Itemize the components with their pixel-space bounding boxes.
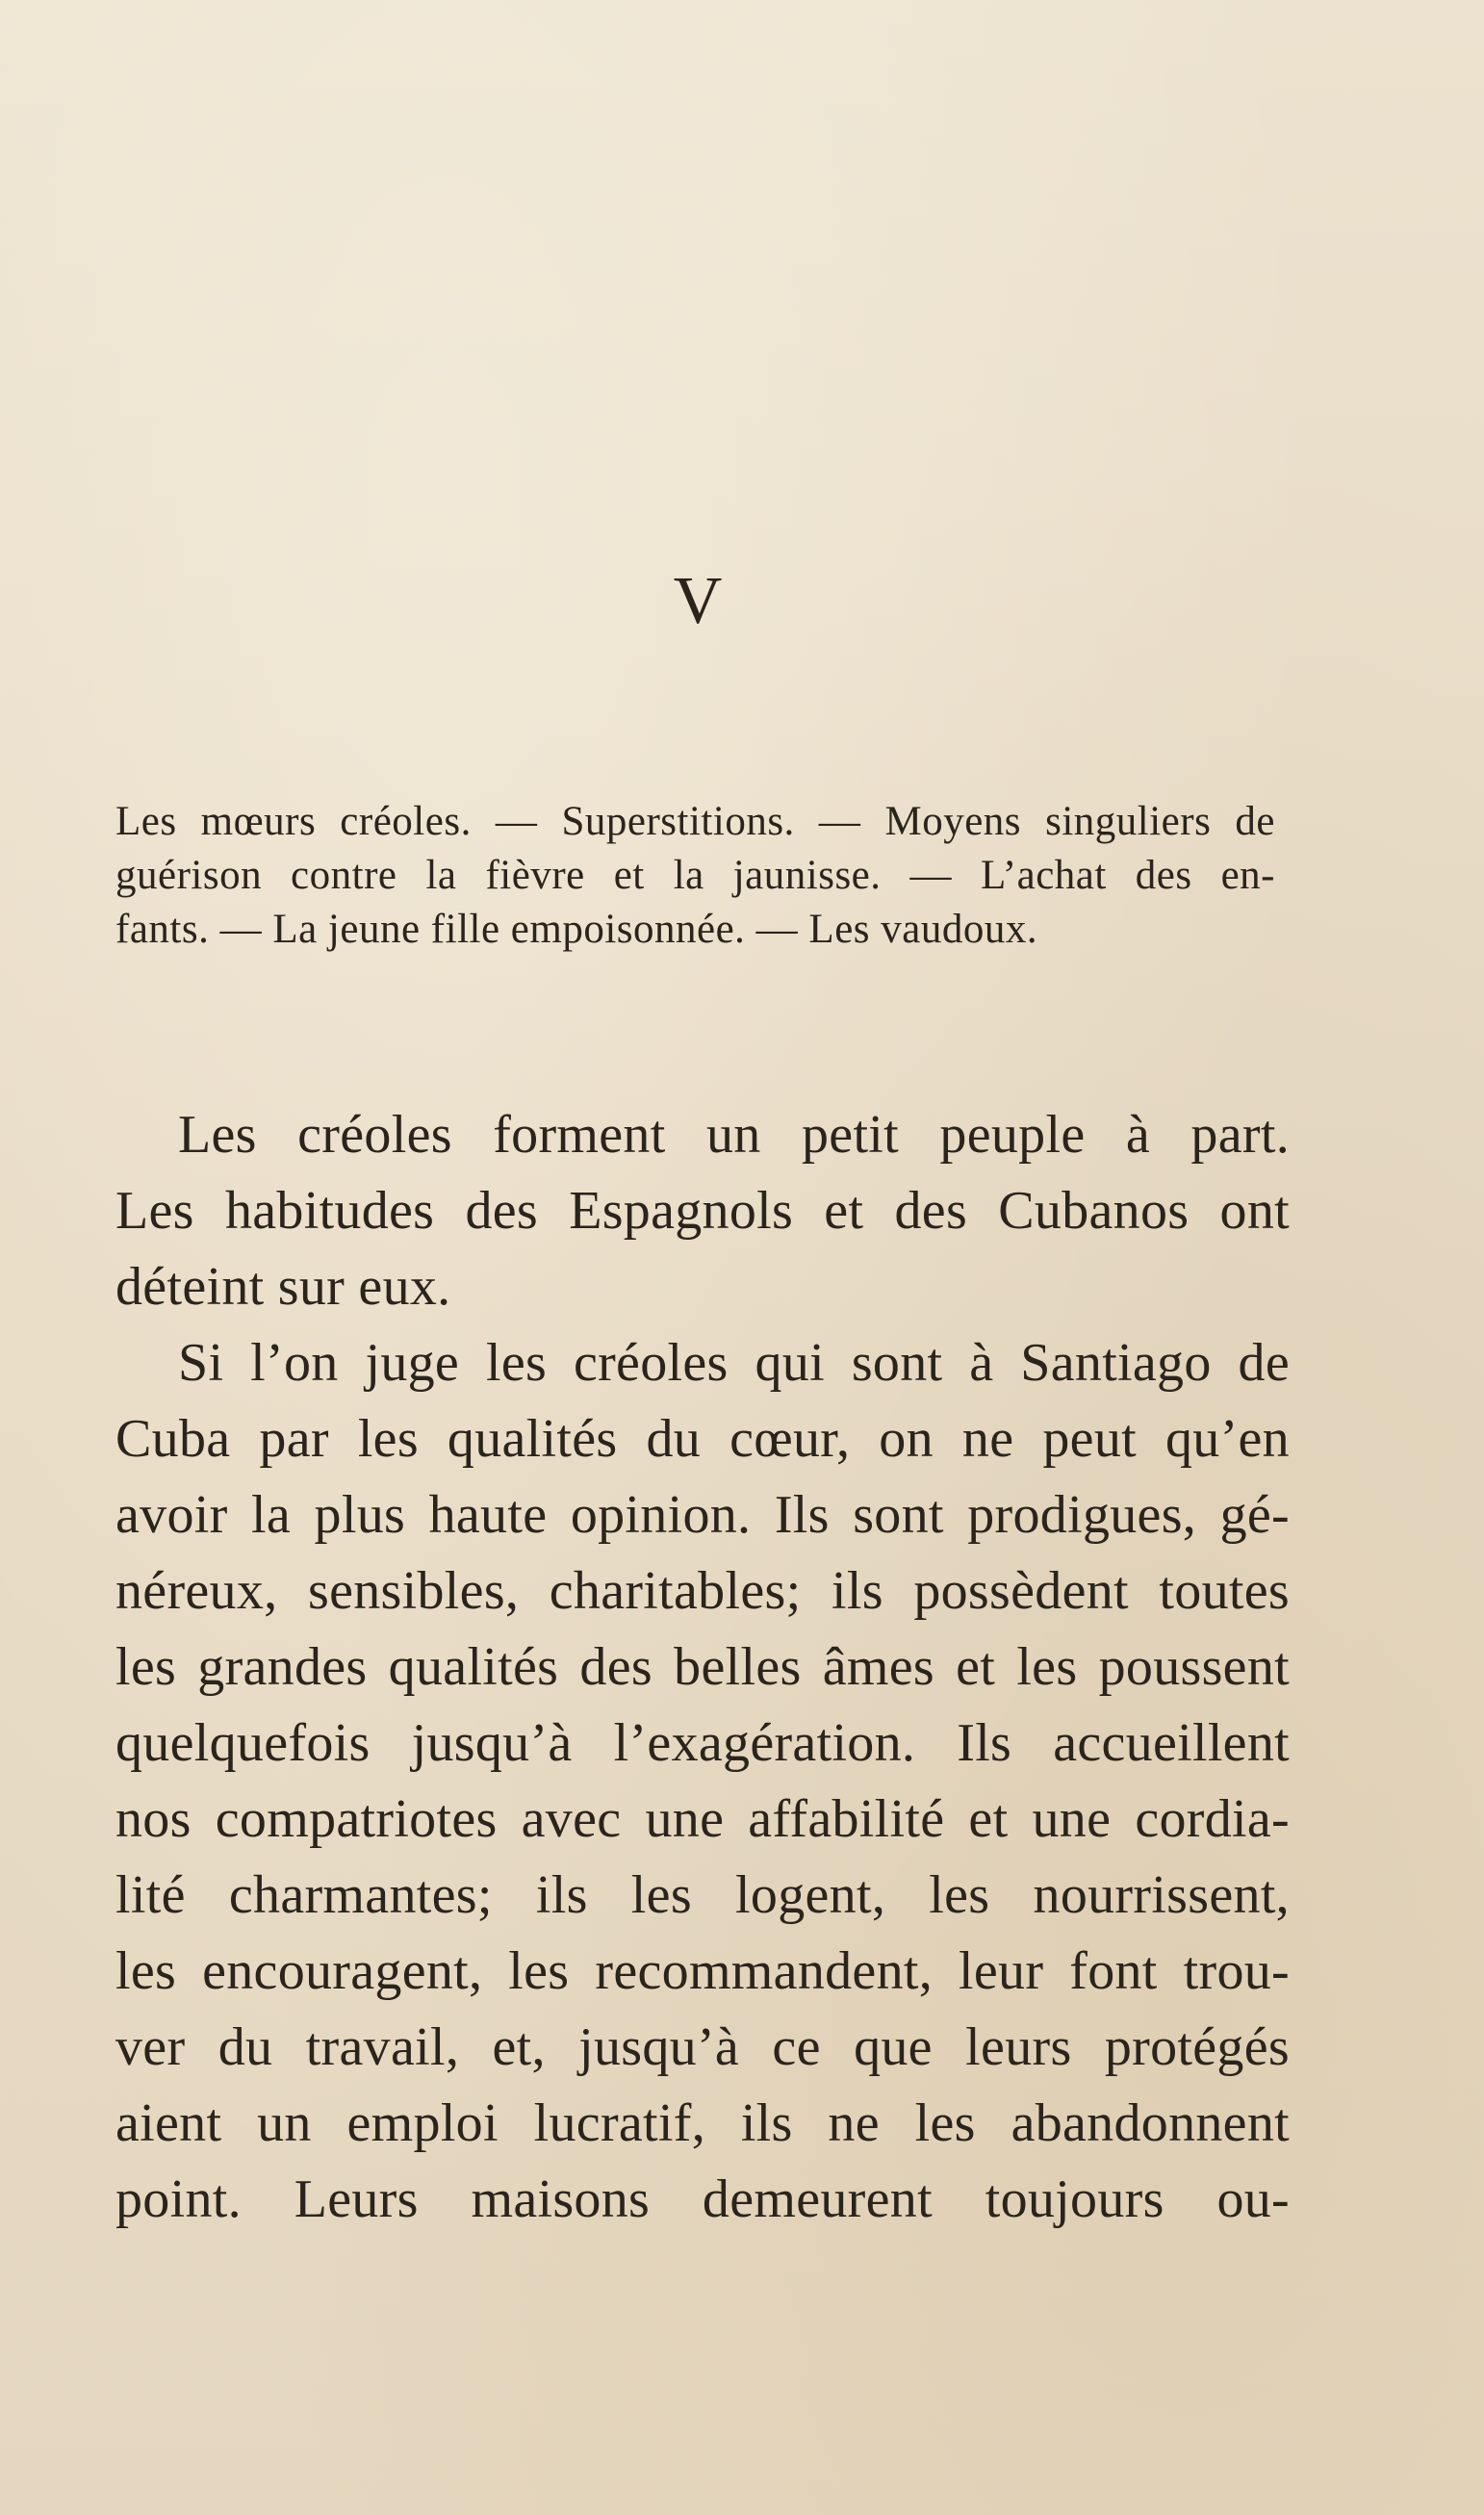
text-line: Les habitudes des Espagnols et des Cubanos ont: [115, 1181, 1290, 1241]
text-line: ver du travail, et, jusqu’à ce que leurs protégés: [115, 2017, 1290, 2077]
text-line: Si l’on juge les créoles qui sont à Santiago de: [178, 1333, 1290, 1393]
chapter-number: V: [673, 564, 723, 638]
chapter-summary: [115, 795, 1275, 957]
text-line: Cuba par les qualités du cœur, on ne peut qu’en: [115, 1409, 1290, 1469]
text-line: quelquefois jusqu’à l’exagération. Ils accueillent: [115, 1713, 1290, 1773]
summary-line: Les mœurs créoles. — Superstitions. — Moyens singuliers de: [115, 799, 1275, 844]
text-line: néreux, sensibles, charitables; ils possèdent toutes: [115, 1561, 1290, 1621]
text-line: aient un emploi lucratif, ils ne les abandonnent: [115, 2093, 1290, 2153]
text-line: nos compatriotes avec une affabilité et une cordia-: [115, 1789, 1290, 1849]
text-line: Les créoles forment un petit peuple à part.: [178, 1105, 1290, 1165]
text-line: déteint sur eux.: [115, 1257, 451, 1317]
text-line: point. Leurs maisons demeurent toujours ou-: [115, 2169, 1290, 2229]
paragraph: [115, 1325, 1290, 2238]
text-line: lité charmantes; ils les logent, les nourrissent,: [115, 1865, 1290, 1925]
text-line: avoir la plus haute opinion. Ils sont prodigues, gé-: [115, 1485, 1290, 1545]
text-line: les encouragent, les recommandent, leur font trou-: [115, 1941, 1290, 2001]
summary-line: guérison contre la fièvre et la jaunisse. — L’achat des en-: [115, 853, 1275, 898]
text-line: les grandes qualités des belles âmes et les poussent: [115, 1637, 1290, 1697]
paragraph: [115, 1097, 1290, 1325]
summary-line: fants. — La jeune fille empoisonnée. — Les vaudoux.: [115, 907, 1038, 952]
body-text: [115, 1097, 1290, 2238]
